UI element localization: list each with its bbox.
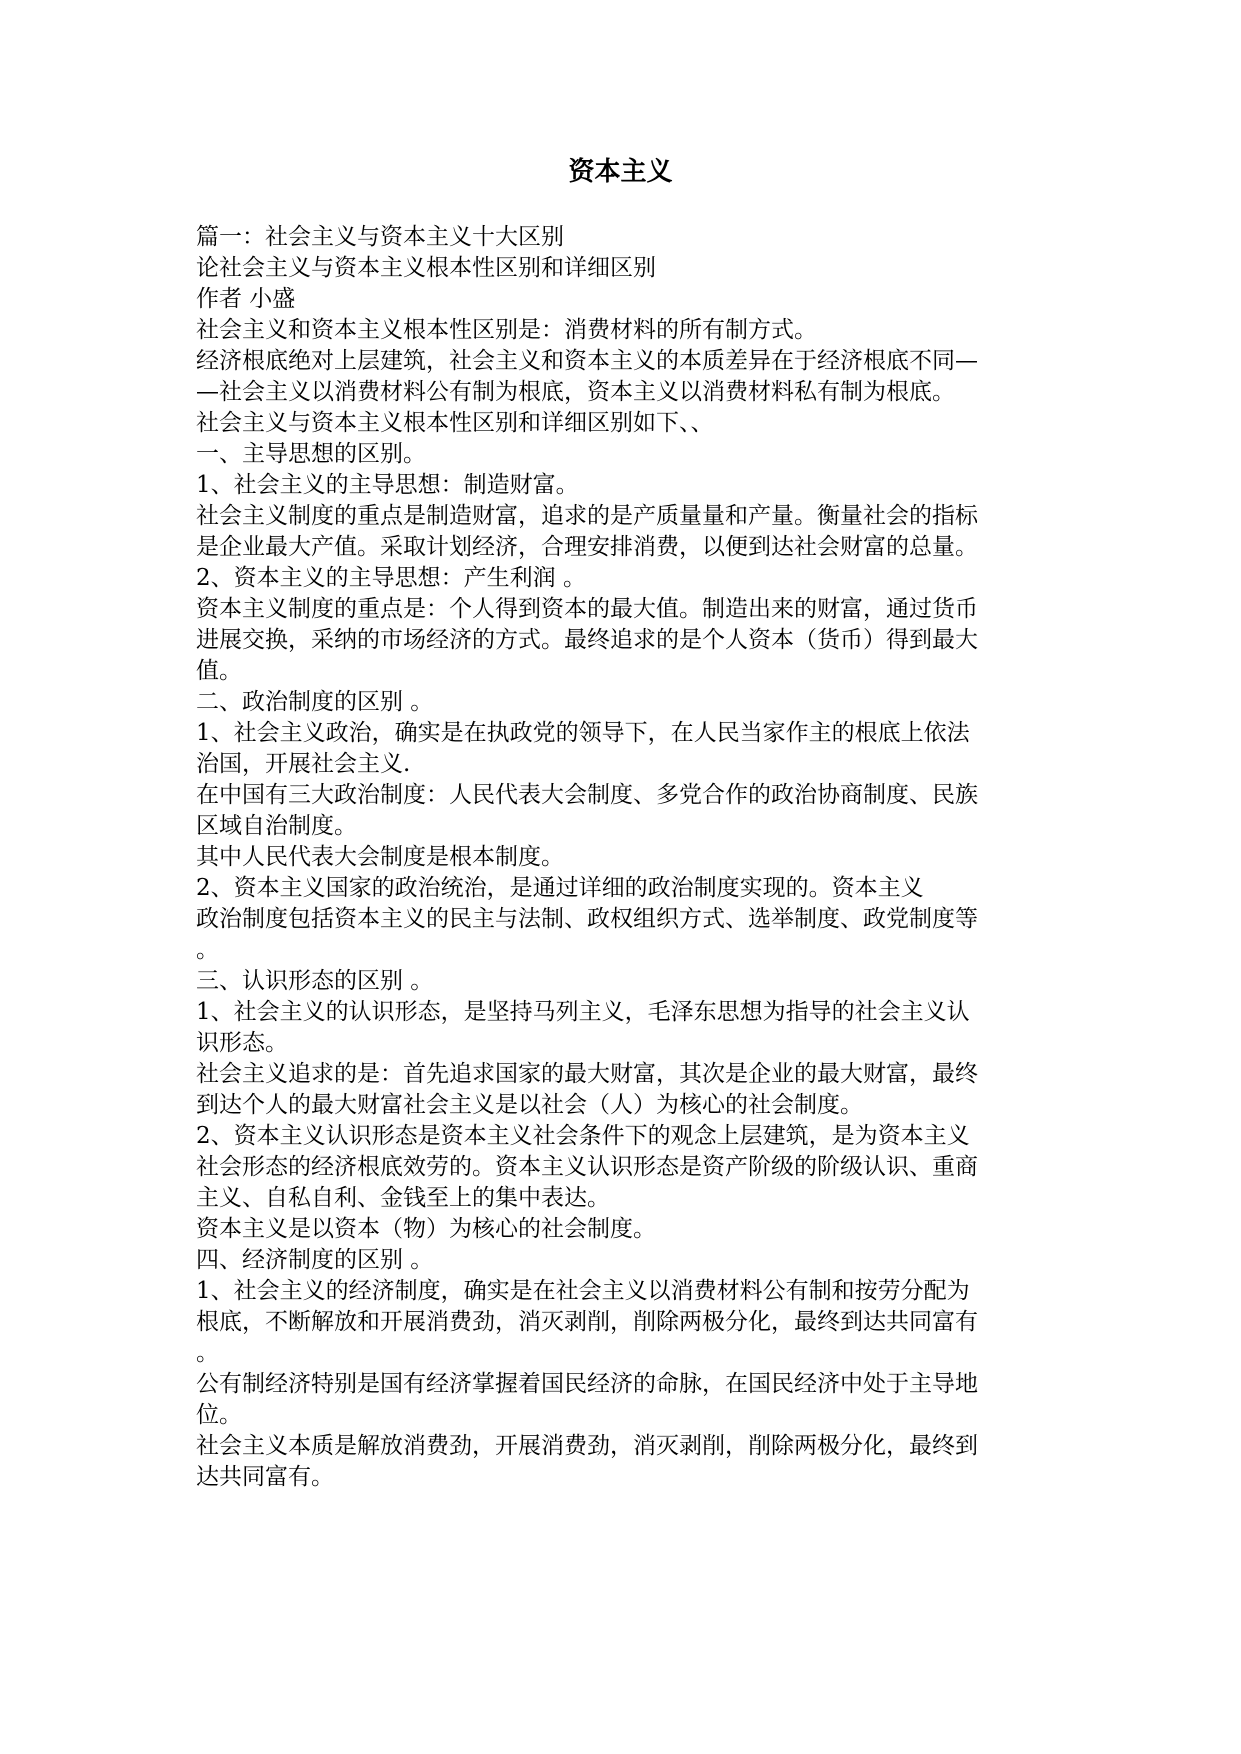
body-line: 社会主义与资本主义根本性区别和详细区别如下、、 [196, 410, 714, 436]
body-line: 值。 [196, 658, 242, 684]
body-line: 四、经济制度的区别 。 [196, 1247, 434, 1273]
body-line: —社会主义以消费材料公有制为根底，资本主义以消费材料私有制为根底。 [196, 379, 955, 405]
body-line: 1、社会主义的经济制度，确实是在社会主义以消费材料公有制和按劳分配为 [196, 1278, 970, 1304]
body-line: 资本主义制度的重点是：个人得到资本的最大值。制造出来的财富，通过货币 [196, 596, 978, 622]
body-line: 区域自治制度。 [196, 813, 357, 839]
body-line: 1、社会主义政治，确实是在执政党的领导下，在人民当家作主的根底上依法 [196, 720, 970, 746]
body-line: 论社会主义与资本主义根本性区别和详细区别 [196, 255, 656, 281]
body-line: 社会形态的经济根底效劳的。资本主义认识形态是资产阶级的阶级认识、重商 [196, 1154, 978, 1180]
body-line: 主义、自私自利、金钱至上的集中表达。 [196, 1185, 610, 1211]
document-body [196, 222, 1056, 1493]
body-line: 社会主义本质是解放消费劲，开展消费劲，消灭剥削，削除两极分化，最终到 [196, 1433, 978, 1459]
body-line: 1、社会主义的主导思想：制造财富。 [196, 472, 579, 498]
body-line: 到达个人的最大财富社会主义是以社会（人）为核心的社会制度。 [196, 1092, 863, 1118]
body-line: 社会主义追求的是：首先追求国家的最大财富，其次是企业的最大财富，最终 [196, 1061, 978, 1087]
document-title: 资本主义 [568, 157, 673, 187]
body-line: 其中人民代表大会制度是根本制度。 [196, 844, 564, 870]
body-line: 经济根底绝对上层建筑，社会主义和资本主义的本质差异在于经济根底不同— [196, 348, 978, 374]
body-line: 公有制经济特别是国有经济掌握着国民经济的命脉，在国民经济中处于主导地 [196, 1371, 978, 1397]
body-line: 1、社会主义的认识形态，是坚持马列主义，毛泽东思想为指导的社会主义认 [196, 999, 970, 1025]
body-line: 识形态。 [196, 1030, 288, 1056]
body-line: 根底，不断解放和开展消费劲，消灭剥削，削除两极分化，最终到达共同富有 [196, 1309, 978, 1335]
body-line: 在中国有三大政治制度：人民代表大会制度、多党合作的政治协商制度、民族 [196, 782, 978, 808]
body-line: 2、资本主义国家的政治统治，是通过详细的政治制度实现的。资本主义 [196, 875, 924, 901]
body-line: 一、主导思想的区别。 [196, 441, 426, 467]
body-line: 资本主义是以资本（物）为核心的社会制度。 [196, 1216, 656, 1242]
body-line: 三、认识形态的区别 。 [196, 968, 434, 994]
body-line: 达共同富有。 [196, 1464, 334, 1490]
body-line: 社会主义和资本主义根本性区别是：消费材料的所有制方式。 [196, 317, 817, 343]
body-line: 社会主义制度的重点是制造财富，追求的是产质量量和产量。衡量社会的指标 [196, 503, 978, 529]
body-line: 篇一：社会主义与资本主义十大区别 [196, 224, 564, 250]
body-line: 2、资本主义认识形态是资本主义社会条件下的观念上层建筑，是为资本主义 [196, 1123, 970, 1149]
body-line: 作者 小盛 [196, 286, 296, 312]
body-line: 进展交换，采纳的市场经济的方式。最终追求的是个人资本（货币）得到最大 [196, 627, 978, 653]
body-line: 2、资本主义的主导思想：产生利润 。 [196, 565, 586, 591]
body-line: 位。 [196, 1402, 242, 1428]
body-line: 。 [196, 1340, 219, 1366]
body-line: 治国，开展社会主义. [196, 751, 411, 777]
body-line: 二、政治制度的区别 。 [196, 689, 434, 715]
body-line: 。 [196, 937, 219, 963]
body-line: 是企业最大产值。采取计划经济，合理安排消费，以便到达社会财富的总量。 [196, 534, 978, 560]
body-line: 政治制度包括资本主义的民主与法制、政权组织方式、选举制度、政党制度等 [196, 906, 978, 932]
